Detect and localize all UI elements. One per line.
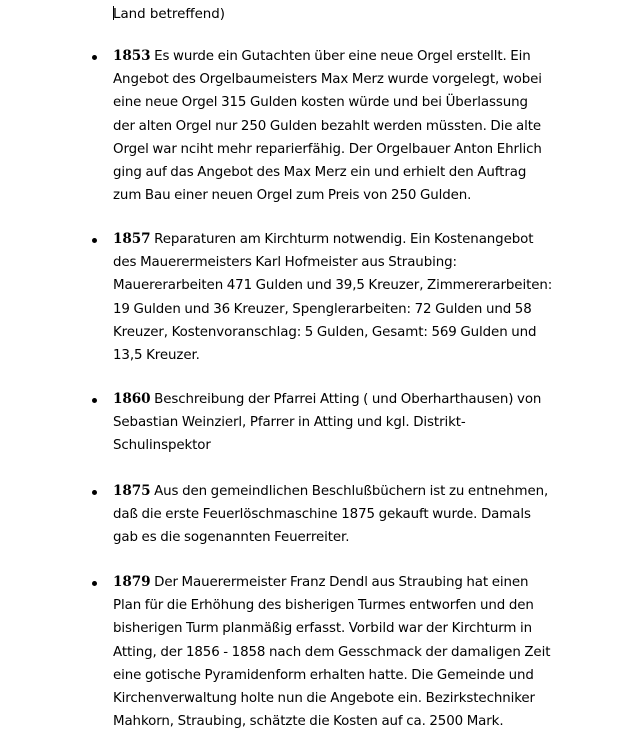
entry-year: 1853 — [113, 48, 151, 64]
bullet-icon — [92, 581, 97, 586]
entry-text: Es wurde ein Gutachten über eine neue Orgel erstellt. Ein Angebot des Orgelbaumeisters Max Merz wurde vorgelegt, wobei eine neue Orgel 315 Gulden kosten würde und bei Überlassung der alten Orgel nur 250 Gulden bezahlt werden müssten. Die alte Orgel war nciht mehr reparierfähig. Der Orgelbauer Anton Ehrlich ging auf das Angebot des Max Merz ein und erhielt den Auftrag zum Bau einer neuen Orgel zum Preis von 250 Gulden. — [113, 49, 542, 204]
entry-text-block — [113, 480, 553, 550]
bullet-icon — [92, 490, 97, 495]
continued-text-line — [113, 3, 225, 26]
entry-year: 1875 — [113, 483, 151, 499]
entry-text-block — [113, 388, 553, 458]
bullet-icon — [92, 398, 97, 403]
entry-text-block — [113, 45, 553, 207]
entry-text: Reparaturen am Kirchturm notwendig. Ein Kostenangebot des Mauerermeisters Karl Hofmeister aus Straubing: Mauererarbeiten 471 Gulden und 39,5 Kreuzer, Zimmererarbeiten: 19 Gulden und 36 Kreuzer, Spenglerarbeiten: 72 Gulden und 58 Kreuzer, Kostenvoranschlag: 5 Gulden, Gesamt: 569 Gulden und 13,5 Kreuzer. — [113, 232, 553, 364]
bullet-icon — [92, 238, 97, 243]
continued-text: Land betreffend) — [113, 7, 226, 22]
entry-text: Aus den gemeindlichen Beschlußbüchern ist zu entnehmen, daß die erste Feuerlöschmaschine 1875 gekauft wurde. Damals gab es die sogenannten Feuerreiter. — [113, 484, 549, 546]
entry-year: 1857 — [113, 231, 151, 247]
entry-year: 1860 — [113, 391, 151, 407]
entry-text-block — [113, 571, 553, 733]
entry-text-block — [113, 228, 553, 367]
bullet-icon — [92, 55, 97, 60]
entry-text: Der Mauerermeister Franz Dendl aus Straubing hat einen Plan für die Erhöhung des bisherigen Turmes entworfen und den bisherigen Turm planmäßig erfasst. Vorbild war der Kirchturm in Atting, der 1856 - 1858 nach dem Gesschmack der damaligen Zeit eine gotische Pyramidenform erhalten hatte. Die Gemeinde und Kirchenverwaltung holte nun die Angebote ein. Bezirkstechniker Mahkorn, Straubing, schätzte die Kosten auf ca. 2500 Mark. — [113, 575, 551, 730]
entry-year: 1879 — [113, 574, 151, 590]
entry-text: Beschreibung der Pfarrei Atting ( und Oberharthausen) von Sebastian Weinzierl, Pfarrer in Atting und kgl. Distrikt-Schulinspektor — [113, 392, 542, 454]
